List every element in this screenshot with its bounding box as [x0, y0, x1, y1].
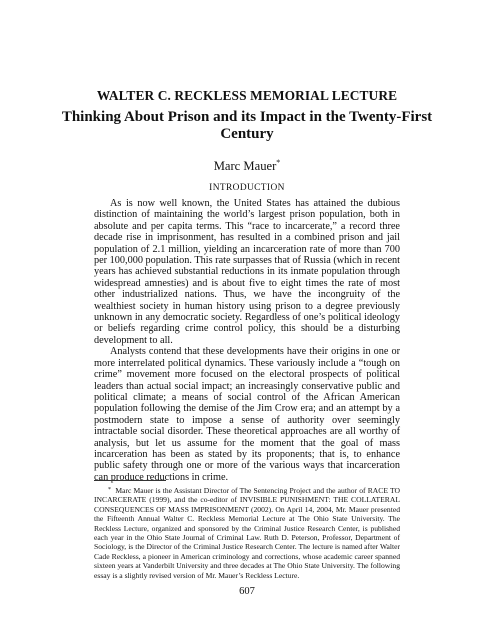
footnote-divider — [94, 480, 166, 481]
article-title: Thinking About Prison and its Impact in the Twenty-First Century — [61, 109, 433, 142]
footnote-marker: * — [108, 487, 111, 493]
lecture-heading: WALTER C. RECKLESS MEMORIAL LECTURE — [96, 88, 398, 103]
author-footnote-marker[interactable]: * — [276, 158, 281, 167]
author-line — [0, 159, 494, 174]
article-body — [94, 198, 400, 483]
footnote — [94, 486, 400, 580]
paragraph-1: As is now well known, the United States has attained the dubious distinction of maintaining the world’s largest prison population, both in absolute and per capita terms. This “race to incarcerate,” a record three decade rise in imprisonment, has resulted in a combined prison and jail population of 2.1 million, yielding an incarceration rate of more than 700 per 100,000 population. This rate surpasses that of Russia (which in recent years has achieved substantial reductions in its inmate population through widespread amnesties) and is about five to eight times the rate of most other industrialized nations. Thus, we have the incongruity of the wealthiest society in human history using prison to a degree previously unknown in any democratic society. Regardless of one’s political ideology or beliefs regarding crime control policy, this should be a disturbing development to all. — [94, 198, 400, 346]
paragraph-2: Analysts contend that these developments have their origins in one or more interrelated political dynamics. These variously include a “tough on crime” movement more focused on the electoral prospects of political leaders than actual social impact; an increasingly conservative public and political climate; a means of social control of the African American population following the demise of the Jim Crow era; and an attempt by a postmodern state to impose a sense of authority over seemingly intractable social disorder. These theoretical approaches are all worthy of analysis, but let us assume for the moment that the goal of mass incarceration has been as stated by its proponents; that is, to enhance public safety through one or more of the various ways that incarceration can produce reductions in crime. — [94, 346, 400, 483]
page-number: 607 — [239, 586, 255, 597]
section-heading: INTRODUCTION — [209, 183, 285, 193]
author-name: Marc Mauer — [213, 159, 277, 173]
footnote-text: Marc Mauer is the Assistant Director of The Sentencing Project and the author of RACE TO INCARCERATE (1999), and the co-editor of INVISIBLE PUNISHMENT: THE COLLATERAL CONSEQUENCES OF MASS IMPRISONMENT (2002). On April 14, 2004, Mr. Mauer presented the Fifteenth Annual Walter C. Reckless Memorial Lecture at The Ohio State University. The Reckless Lecture, organized and sponsored by the Criminal Justice Research Center, is published each year in the Ohio State Journal of Criminal Law. Ruth D. Peterson, Professor, Department of Sociology, is the Director of the Criminal Justice Research Center. The lecture is named after Walter Cade Reckless, a pioneer in American criminology and corrections, whose academic career spanned sixteen years at Vanderbilt University and three decades at The Ohio State University. The following essay is a slightly revised version of Mr. Mauer’s Reckless Lecture. — [94, 486, 400, 580]
